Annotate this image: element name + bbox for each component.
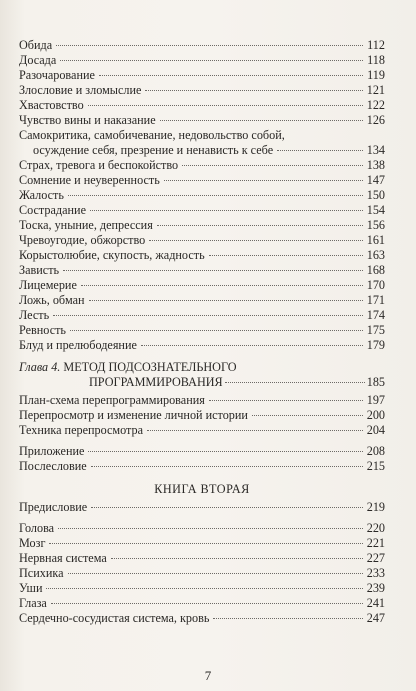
toc-leader (147, 430, 363, 431)
chapter-title-line1: МЕТОД ПОДСОЗНАТЕЛЬНОГО (63, 360, 237, 374)
toc-entry-page: 112 (367, 38, 385, 52)
toc-entry-title: Сострадание (19, 203, 86, 217)
toc-entry (19, 248, 385, 263)
toc-entry-page: 168 (366, 263, 385, 277)
toc-entry-title: Перепросмотр и изменение личной истории (19, 408, 248, 422)
toc-leader (209, 255, 363, 256)
toc-group (19, 158, 385, 353)
toc-entry-page: 247 (366, 611, 385, 625)
toc-entry-page: 174 (366, 308, 385, 322)
toc-entry-title: Послесловие (19, 459, 87, 473)
toc-entry-title: Жалость (19, 188, 64, 202)
toc-entry-title: Ревность (19, 323, 66, 337)
toc-entry-title: Сердечно-сосудистая система, кровь (19, 611, 210, 625)
toc-entry-title: Психика (19, 566, 64, 580)
toc-entry-page: 200 (366, 408, 385, 422)
toc-entry-page: 156 (366, 218, 385, 232)
toc-entry-title: Чувство вины и наказание (19, 113, 156, 127)
toc-entry-title: Уши (19, 581, 43, 595)
toc-entry (19, 596, 385, 611)
toc-leader (252, 415, 363, 416)
toc-entry-title: Нервная система (19, 551, 107, 565)
toc-entry (19, 566, 385, 581)
toc-entry-page: 215 (366, 459, 385, 473)
toc-entry-page: 163 (366, 248, 385, 262)
toc-leader (53, 315, 363, 316)
toc-entry (19, 293, 385, 308)
toc-group (19, 444, 385, 474)
toc-entry-title: Тоска, уныние, депрессия (19, 218, 153, 232)
toc-entry (19, 263, 385, 278)
toc-entry-title: Злословие и зломыслие (19, 83, 142, 97)
toc-entry-title: Ложь, обман (19, 293, 85, 307)
toc-entry-title: Чревоугодие, обжорство (19, 233, 146, 247)
toc-entry-page: 219 (366, 500, 385, 514)
chapter-page: 185 (366, 375, 385, 389)
toc-entry (19, 218, 385, 233)
toc-entry (19, 38, 385, 53)
toc-entry-title: Приложение (19, 444, 85, 458)
toc-entry-title: Страх, тревога и беспокойство (19, 158, 179, 172)
toc-leader (91, 507, 363, 508)
toc-entry-title: Блуд и прелюбодеяние (19, 338, 137, 352)
toc-entry-page: 138 (366, 158, 385, 172)
toc-entry-title: Корыстолюбие, скупость, жадность (19, 248, 205, 262)
toc-leader (111, 558, 363, 559)
toc-leader (141, 345, 363, 346)
toc-entry-page: 204 (366, 423, 385, 437)
toc-leader (68, 195, 363, 196)
toc-entry-title: План-схема перепрограммирования (19, 393, 205, 407)
toc-group (19, 521, 385, 626)
toc-group (19, 393, 385, 438)
toc-entry (19, 53, 385, 68)
toc-leader (70, 330, 363, 331)
toc-entry-multiline (19, 128, 385, 158)
toc-entry (19, 173, 385, 188)
toc-entry-page: 122 (366, 98, 385, 112)
toc-leader (68, 573, 363, 574)
toc-entry-page: 150 (366, 188, 385, 202)
toc-leader (164, 180, 363, 181)
toc-entry (19, 323, 385, 338)
toc-entry-page: 175 (366, 323, 385, 337)
toc-entry-page: 161 (366, 233, 385, 247)
toc-entry-page: 171 (366, 293, 385, 307)
toc-entry (19, 444, 385, 459)
chapter-label: Глава 4. (19, 360, 61, 374)
toc-entry-page: 241 (366, 596, 385, 610)
toc-leader (46, 588, 362, 589)
toc-leader (277, 150, 363, 151)
page-number: 7 (204, 668, 212, 683)
toc-entry-page: 239 (366, 581, 385, 595)
toc-leader (88, 105, 363, 106)
toc-entry-title: Глаза (19, 596, 47, 610)
toc-leader (213, 618, 362, 619)
toc-leader (90, 210, 363, 211)
toc-entry-title: Хвастовство (19, 98, 84, 112)
toc-leader (63, 270, 363, 271)
toc-leader (89, 300, 363, 301)
toc-group (19, 38, 385, 128)
toc-entry-page: 154 (366, 203, 385, 217)
toc-leader (49, 543, 362, 544)
toc-entry-page: 208 (366, 444, 385, 458)
toc-entry-title: Мозг (19, 536, 46, 550)
toc-entry-page: 118 (367, 53, 385, 67)
toc-leader (99, 75, 363, 76)
toc-entry (19, 68, 385, 83)
toc-entry-title-line2: осуждение себя, презрение и ненависть к себе (33, 143, 274, 157)
toc-entry (19, 408, 385, 423)
toc-entry-page: 170 (366, 278, 385, 292)
toc-entry-title: Лесть (19, 308, 50, 322)
toc-entry-title: Техника перепросмотра (19, 423, 144, 437)
toc-leader (145, 90, 362, 91)
toc-entry-page: 220 (366, 521, 385, 535)
chapter-title-line2: ПРОГРАММИРОВАНИЯ (89, 375, 223, 389)
toc-entry-page: 197 (366, 393, 385, 407)
toc-entry (19, 98, 385, 113)
toc-leader (91, 466, 363, 467)
toc-leader (60, 60, 363, 61)
toc-entry (19, 188, 385, 203)
toc-entry (19, 581, 385, 596)
book-two-heading: КНИГА ВТОРАЯ (154, 482, 250, 496)
toc-entry-title: Голова (19, 521, 55, 535)
toc-leader (58, 528, 363, 529)
toc-entry (19, 83, 385, 98)
toc-entry-page: 121 (366, 83, 385, 97)
toc-entry (19, 423, 385, 438)
toc-group (19, 500, 385, 515)
toc-entry (19, 338, 385, 353)
toc-entry (19, 278, 385, 293)
toc-leader (157, 225, 363, 226)
toc-entry (19, 308, 385, 323)
toc-leader (160, 120, 363, 121)
toc-entry-title: Обида (19, 38, 53, 52)
toc-entry-page: 221 (366, 536, 385, 550)
toc-entry-title: Зависть (19, 263, 60, 277)
toc-entry (19, 536, 385, 551)
toc-entry-page: 233 (366, 566, 385, 580)
toc-entry-page: 227 (366, 551, 385, 565)
toc-leader (209, 400, 363, 401)
toc-leader (149, 240, 362, 241)
chapter-heading (19, 360, 385, 390)
toc-entry-title: Сомнение и неуверенность (19, 173, 160, 187)
toc-entry (19, 393, 385, 408)
toc-entry-page: 179 (366, 338, 385, 352)
toc-entry-title: Досада (19, 53, 57, 67)
toc-entry (19, 500, 385, 515)
toc-entry (19, 521, 385, 536)
toc-entry-title: Лицемерие (19, 278, 77, 292)
toc-leader (182, 165, 363, 166)
toc-entry-title: Разочарование (19, 68, 95, 82)
toc-entry (19, 551, 385, 566)
toc-entry-title: Предисловие (19, 500, 88, 514)
toc-entry-page: 119 (367, 68, 385, 82)
table-of-contents (19, 38, 385, 626)
toc-leader (81, 285, 363, 286)
toc-entry (19, 203, 385, 218)
toc-entry (19, 459, 385, 474)
toc-entry-title-line1: Самокритика, самобичевание, недовольство собой, (19, 128, 285, 142)
toc-leader (225, 382, 365, 383)
toc-leader (56, 45, 363, 46)
toc-entry (19, 233, 385, 248)
toc-entry (19, 158, 385, 173)
toc-entry-page: 126 (366, 113, 385, 127)
toc-entry (19, 611, 385, 626)
toc-leader (51, 603, 363, 604)
toc-entry-page: 134 (366, 143, 385, 157)
toc-leader (88, 451, 362, 452)
toc-entry (19, 113, 385, 128)
toc-entry-page: 147 (366, 173, 385, 187)
